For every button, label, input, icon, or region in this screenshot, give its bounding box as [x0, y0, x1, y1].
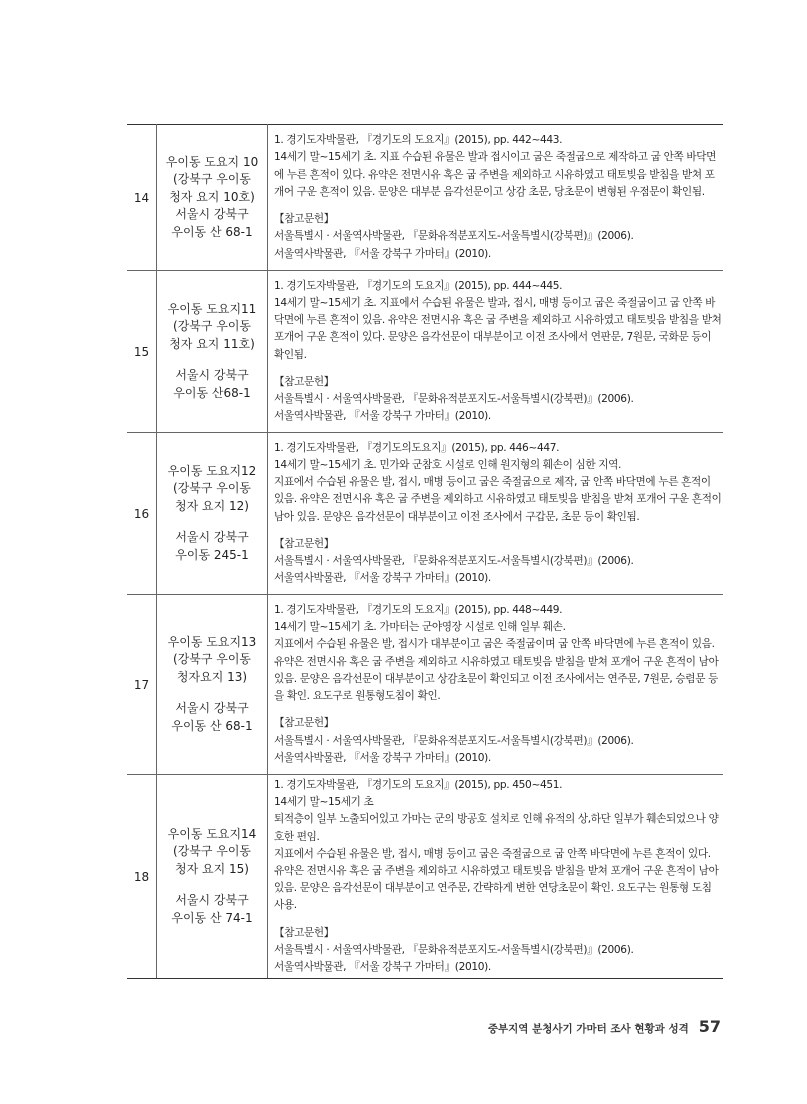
table-row	[127, 125, 723, 271]
description-line: 서울역사박물관, 『서울 강북구 가마터』(2010).	[274, 410, 491, 423]
site-name-cell	[157, 125, 268, 271]
description-line: 서울역사박물관, 『서울 강북구 가마터』(2010).	[274, 751, 491, 764]
description-line: 14세기 말~15세기 초. 민가와 군참호 시설로 인해 원지형의 훼손이 심한 지역.	[274, 458, 622, 471]
site-line: 우이동 245-1	[175, 547, 249, 562]
site-line: 서울시 강북구	[175, 893, 249, 908]
description-line: 【참고문헌】	[274, 926, 335, 939]
description-line: 지표에서 수습된 유물은 발, 접시, 매병 등이고 굽은 죽절굽으로 제작, 굽 안쪽 바닥면에 누른 흔적이 있음. 유약은 전면시유 혹은 굽 주변을 제외하고 시유하였고 태토빚음 받침을 받쳐 포개어 구운 흔적이 남아 있음. 문양은 음각선문이 대부분이고 이전 조사에서 구갑문, 초문 등이 확인됨.	[274, 476, 722, 523]
site-line: 청자 요지 10호)	[169, 189, 255, 204]
description-line: 1. 경기도자박물관, 『경기도의 도요지』(2015), pp. 444~445.	[274, 279, 563, 292]
row-number: 15	[127, 271, 157, 433]
site-name-cell	[157, 775, 268, 979]
description-line: 서울특별시 · 서울역사박물관, 『문화유적분포지도-서울특별시(강북편)』(2006).	[274, 392, 634, 405]
site-line: 우이동 산 68-1	[171, 224, 253, 239]
description-line: 【참고문헌】	[274, 537, 335, 550]
site-line: 우이동 도요지12	[167, 463, 257, 478]
description-line: 【참고문헌】	[274, 375, 335, 388]
site-name-cell	[157, 595, 268, 775]
site-line: 서울시 강북구	[175, 530, 249, 545]
site-line: 서울시 강북구	[175, 207, 249, 222]
description-line: 【참고문헌】	[274, 213, 335, 226]
site-line: 우이동 도요지11	[167, 301, 257, 316]
kiln-site-table	[127, 124, 723, 979]
site-line: 우이동 도요지14	[167, 826, 257, 841]
site-line: 청자 요지 15)	[175, 861, 249, 876]
table-row	[127, 595, 723, 775]
description-cell	[268, 271, 724, 433]
row-number: 14	[127, 125, 157, 271]
site-name-cell	[157, 433, 268, 595]
description-line: 퇴적층이 일부 노출되어있고 가마는 군의 방공호 설치로 인해 유적의 상,하단 일부가 훼손되었으나 양호한 편임.	[274, 813, 719, 843]
description-line: 서울특별시 · 서울역사박물관, 『문화유적분포지도-서울특별시(강북편)』(2006).	[274, 734, 634, 747]
description-line: 지표에서 수습된 유물은 발, 접시가 대부분이고 굽은 죽절굽이며 굽 안쪽 바닥면에 누른 흔적이 있음. 유약은 전면시유 혹은 굽 주변을 제외하고 시유하였고 태토빚음 받침을 받쳐 포개어 구운 흔적이 남아 있음. 문양은 음각선문이 대부분이고 상감초문이 확인되고 이전 조사에서는 연주문, 7원문, 승렴문 등을 확인. 요도구로 원통형도침이 확인.	[274, 638, 719, 703]
description-line: 지표에서 수습된 유물은 발, 접시, 매병 등이고 굽은 죽절굽으로 굽 안쪽 바닥면에 누른 흔적이 있다. 유약은 전면시유 혹은 굽 주변을 제외하고 시유하였고 태토빚음 받침을 받쳐 포개어 구운 흔적이 남아 있음. 문양은 음각선문이 대부분이고 연주문, 간략하게 변한 연당초문이 확인. 요도구는 원통형 도침 사용.	[274, 847, 719, 912]
description-line: 14세기 말~15세기 초. 지표 수습된 유물은 발과 접시이고 굽은 죽절굽으로 제작하고 굽 안쪽 바닥면에 누른 흔적이 있다. 유약은 전면시유 혹은 굽 주변을 제외하고 시유하였고 태토빚음 받침을 받쳐 포개어 구운 흔적이 있음. 문양은 대부분 음각선문이고 상감 초문, 당초문이 변형된 우점문이 확인됨.	[274, 151, 717, 198]
site-line: (강북구 우이동	[172, 481, 252, 496]
page-footer	[488, 1017, 721, 1036]
description-line: 서울특별시 · 서울역사박물관, 『문화유적분포지도-서울특별시(강북편)』(2006).	[274, 554, 634, 567]
description-line: 서울역사박물관, 『서울 강북구 가마터』(2010).	[274, 572, 491, 585]
description-line: 1. 경기도자박물관, 『경기도의 도요지』(2015), pp. 450~451.	[274, 779, 563, 791]
site-line: 청자 요지 12)	[175, 498, 249, 513]
site-line: (강북구 우이동	[172, 172, 252, 187]
description-line: 14세기 말~15세기 초. 가마터는 군야영장 시설로 인해 일부 훼손.	[274, 621, 566, 634]
site-line: 우이동 도요지 10	[165, 154, 259, 169]
description-line: 1. 경기도자박물관, 『경기도의도요지』(2015), pp. 446~447.	[274, 441, 560, 454]
description-line: 서울역사박물관, 『서울 강북구 가마터』(2010).	[274, 247, 491, 260]
running-title: 중부지역 분청사기 가마터 조사 현황과 성격	[487, 1023, 689, 1035]
description-cell	[268, 595, 724, 775]
description-cell	[268, 125, 724, 271]
description-line: 서울특별시 · 서울역사박물관, 『문화유적분포지도-서울특별시(강북편)』(2006).	[274, 230, 634, 243]
site-line: 우이동 산 74-1	[171, 910, 253, 925]
table-row	[127, 433, 723, 595]
row-number: 16	[127, 433, 157, 595]
description-line: 1. 경기도자박물관, 『경기도의 도요지』(2015), pp. 448~449.	[274, 604, 563, 617]
table-row	[127, 775, 723, 979]
row-number: 17	[127, 595, 157, 775]
description-line: 14세기 말~15세기 초. 지표에서 수습된 유물은 발과, 접시, 매병 등이고 굽은 죽절굽이고 굽 안쪽 바닥면에 누른 흔적이 있음. 유약은 전면시유 혹은 굽 주변을 제외하고 시유하였고 태토빚음 받침을 받쳐 포개어 구운 흔적이 있다. 문양은 음각선문이 대부분이고 이전 조사에서 연판문, 7원문, 국화문 등이 확인됨.	[274, 296, 722, 361]
site-line: (강북구 우이동	[172, 319, 252, 334]
site-line: 우이동 산 68-1	[171, 718, 253, 733]
description-line: 서울특별시 · 서울역사박물관, 『문화유적분포지도-서울특별시(강북편)』(2006).	[274, 943, 634, 956]
description-line: 서울역사박물관, 『서울 강북구 가마터』(2010).	[274, 961, 491, 974]
site-line: (강북구 우이동	[172, 844, 252, 859]
site-line: 청자 요지 11호)	[169, 336, 255, 351]
site-line: 청자요지 13)	[176, 669, 248, 684]
description-line: 【참고문헌】	[274, 717, 335, 730]
description-cell	[268, 433, 724, 595]
description-cell	[268, 775, 724, 979]
description-line: 1. 경기도자박물관, 『경기도의 도요지』(2015), pp. 442~443.	[274, 134, 563, 147]
site-line: 우이동 도요지13	[167, 634, 257, 649]
site-line: (강북구 우이동	[172, 652, 252, 667]
site-line: 서울시 강북구	[175, 368, 249, 383]
site-line: 서울시 강북구	[175, 701, 249, 716]
site-line: 우이동 산68-1	[173, 385, 251, 400]
description-line: 14세기 말~15세기 초	[274, 796, 374, 809]
page-number: 57	[698, 1017, 721, 1036]
table-row	[127, 271, 723, 433]
row-number: 18	[127, 775, 157, 979]
site-name-cell	[157, 271, 268, 433]
